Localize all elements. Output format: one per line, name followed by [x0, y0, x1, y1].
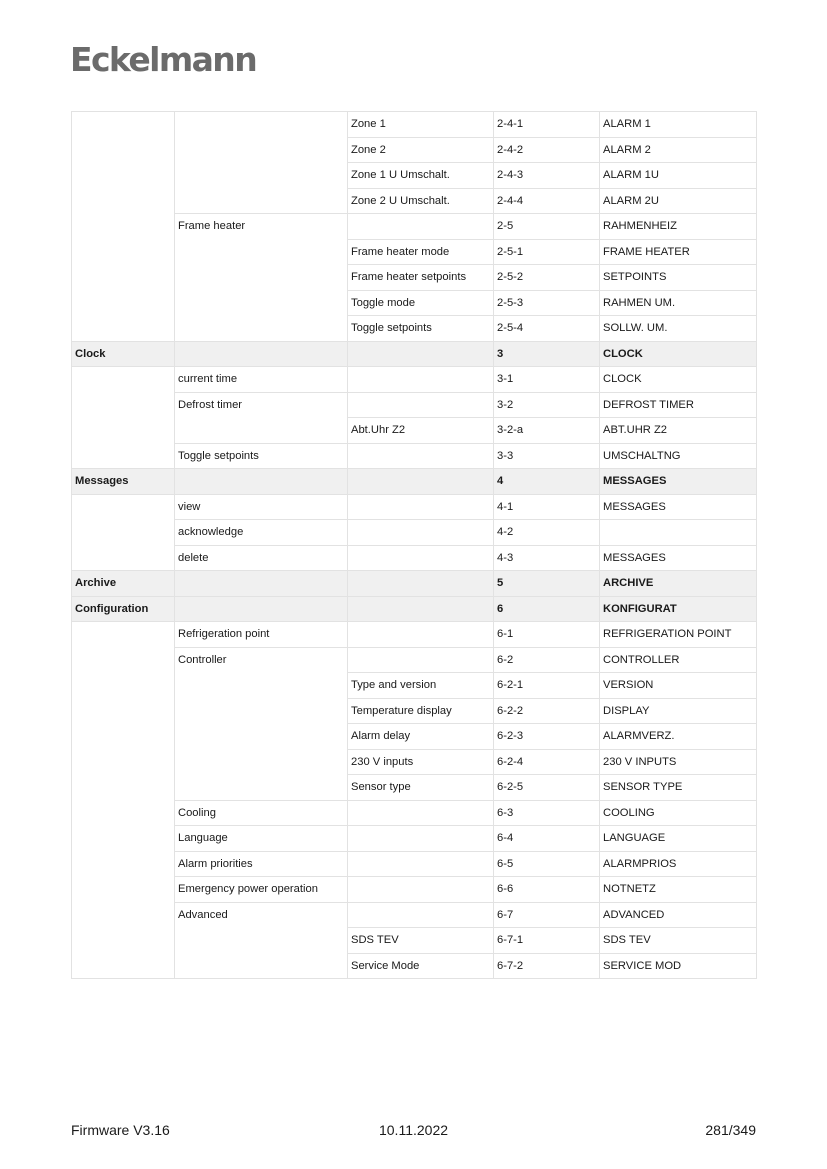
- cell-c3: [348, 622, 494, 648]
- cell-c2: Advanced: [175, 902, 348, 979]
- table-row: [72, 826, 757, 852]
- cell-c3: [348, 392, 494, 418]
- cell-code: 3-1: [494, 367, 600, 393]
- cell-display: DISPLAY: [600, 698, 757, 724]
- cell-code: 3-2: [494, 392, 600, 418]
- cell-code: 6-4: [494, 826, 600, 852]
- cell-code: 4-2: [494, 520, 600, 546]
- cell-display: REFRIGERATION POINT: [600, 622, 757, 648]
- cell-code: 6-2-5: [494, 775, 600, 801]
- cell-display: MESSAGES: [600, 494, 757, 520]
- cell-c3: [348, 647, 494, 673]
- cell-c2: Defrost timer: [175, 392, 348, 443]
- cell-code: 6-1: [494, 622, 600, 648]
- cell-code: 6-6: [494, 877, 600, 903]
- cell-display: [600, 520, 757, 546]
- cell-display: UMSCHALTNG: [600, 443, 757, 469]
- cell-c3: [348, 545, 494, 571]
- cell-display: SERVICE MOD: [600, 953, 757, 979]
- cell-display: RAHMEN UM.: [600, 290, 757, 316]
- cell-code: 6-3: [494, 800, 600, 826]
- cell-c1: Messages: [72, 469, 175, 495]
- table-row: [72, 545, 757, 571]
- table-row: [72, 622, 757, 648]
- cell-code: 6-7: [494, 902, 600, 928]
- cell-c3: Frame heater mode: [348, 239, 494, 265]
- cell-c3: [348, 877, 494, 903]
- cell-display: ALARMVERZ.: [600, 724, 757, 750]
- cell-code: 3-2-a: [494, 418, 600, 444]
- cell-c3: Service Mode: [348, 953, 494, 979]
- cell-c3: Zone 1: [348, 112, 494, 138]
- table-row: [72, 494, 757, 520]
- cell-c3: [348, 520, 494, 546]
- cell-code: 2-5-3: [494, 290, 600, 316]
- cell-display: CONTROLLER: [600, 647, 757, 673]
- footer-page-number: 281/349: [705, 1122, 756, 1138]
- menu-structure-table: [71, 111, 757, 979]
- cell-c3: SDS TEV: [348, 928, 494, 954]
- cell-display: COOLING: [600, 800, 757, 826]
- cell-c2: Refrigeration point: [175, 622, 348, 648]
- table-row: [72, 647, 757, 673]
- cell-code: 2-4-1: [494, 112, 600, 138]
- cell-c2: Frame heater: [175, 214, 348, 342]
- cell-c2: delete: [175, 545, 348, 571]
- cell-display: ABT.UHR Z2: [600, 418, 757, 444]
- cell-c3: [348, 367, 494, 393]
- cell-c1: [72, 112, 175, 342]
- cell-c3: Type and version: [348, 673, 494, 699]
- cell-display: NOTNETZ: [600, 877, 757, 903]
- cell-code: 6-5: [494, 851, 600, 877]
- cell-c2: Toggle setpoints: [175, 443, 348, 469]
- cell-code: 4: [494, 469, 600, 495]
- cell-display: ARCHIVE: [600, 571, 757, 597]
- cell-code: 2-4-4: [494, 188, 600, 214]
- cell-code: 6: [494, 596, 600, 622]
- cell-code: 2-4-2: [494, 137, 600, 163]
- cell-c3: Abt.Uhr Z2: [348, 418, 494, 444]
- cell-display: SENSOR TYPE: [600, 775, 757, 801]
- cell-c1: Configuration: [72, 596, 175, 622]
- cell-code: 2-5: [494, 214, 600, 240]
- cell-display: ADVANCED: [600, 902, 757, 928]
- table-row: [72, 851, 757, 877]
- cell-c2: [175, 596, 348, 622]
- cell-c3: [348, 596, 494, 622]
- cell-code: 6-7-2: [494, 953, 600, 979]
- cell-c2: Language: [175, 826, 348, 852]
- cell-c2: [175, 571, 348, 597]
- cell-display: DEFROST TIMER: [600, 392, 757, 418]
- cell-c1: Archive: [72, 571, 175, 597]
- cell-c2: view: [175, 494, 348, 520]
- cell-display: RAHMENHEIZ: [600, 214, 757, 240]
- cell-c1: [72, 367, 175, 469]
- cell-c3: Temperature display: [348, 698, 494, 724]
- cell-c3: Toggle mode: [348, 290, 494, 316]
- cell-code: 6-2-4: [494, 749, 600, 775]
- cell-c3: [348, 443, 494, 469]
- cell-c3: Zone 2 U Umschalt.: [348, 188, 494, 214]
- eckelmann-logo: Eckelmann: [70, 40, 257, 79]
- cell-display: MESSAGES: [600, 469, 757, 495]
- cell-code: 4-1: [494, 494, 600, 520]
- cell-c3: [348, 826, 494, 852]
- cell-c3: [348, 851, 494, 877]
- table-row: [72, 520, 757, 546]
- cell-code: 6-2: [494, 647, 600, 673]
- cell-c2: [175, 341, 348, 367]
- cell-c2: acknowledge: [175, 520, 348, 546]
- table-row: [72, 112, 757, 138]
- cell-display: KONFIGURAT: [600, 596, 757, 622]
- cell-c3: Zone 1 U Umschalt.: [348, 163, 494, 189]
- cell-code: 5: [494, 571, 600, 597]
- cell-c3: Zone 2: [348, 137, 494, 163]
- cell-code: 6-2-2: [494, 698, 600, 724]
- cell-c2: Emergency power operation: [175, 877, 348, 903]
- cell-c2: Controller: [175, 647, 348, 800]
- cell-c3: [348, 469, 494, 495]
- cell-display: SDS TEV: [600, 928, 757, 954]
- table-row: [72, 596, 757, 622]
- table-body: [72, 112, 757, 979]
- cell-code: 2-5-2: [494, 265, 600, 291]
- cell-code: 3: [494, 341, 600, 367]
- cell-c3: [348, 214, 494, 240]
- cell-c3: [348, 494, 494, 520]
- cell-display: ALARM 2: [600, 137, 757, 163]
- cell-c1: [72, 494, 175, 571]
- cell-c3: Sensor type: [348, 775, 494, 801]
- cell-c3: [348, 800, 494, 826]
- cell-c2: Cooling: [175, 800, 348, 826]
- table-row: [72, 443, 757, 469]
- cell-c2: [175, 469, 348, 495]
- cell-c1: [72, 622, 175, 979]
- table-row: [72, 214, 757, 240]
- table-row: [72, 877, 757, 903]
- table-row: [72, 469, 757, 495]
- cell-c3: Alarm delay: [348, 724, 494, 750]
- cell-code: 3-3: [494, 443, 600, 469]
- footer-firmware-version: Firmware V3.16: [71, 1122, 170, 1138]
- cell-display: ALARM 1U: [600, 163, 757, 189]
- cell-display: VERSION: [600, 673, 757, 699]
- cell-c2: current time: [175, 367, 348, 393]
- table-row: [72, 367, 757, 393]
- cell-display: LANGUAGE: [600, 826, 757, 852]
- table-row: [72, 392, 757, 418]
- cell-display: FRAME HEATER: [600, 239, 757, 265]
- cell-display: SETPOINTS: [600, 265, 757, 291]
- cell-display: SOLLW. UM.: [600, 316, 757, 342]
- cell-code: 6-7-1: [494, 928, 600, 954]
- cell-display: 230 V INPUTS: [600, 749, 757, 775]
- cell-code: 2-4-3: [494, 163, 600, 189]
- cell-display: CLOCK: [600, 367, 757, 393]
- cell-code: 6-2-3: [494, 724, 600, 750]
- table-row: [72, 341, 757, 367]
- cell-c1: Clock: [72, 341, 175, 367]
- table-row: [72, 902, 757, 928]
- cell-code: 2-5-1: [494, 239, 600, 265]
- cell-c2: [175, 112, 348, 214]
- cell-c3: 230 V inputs: [348, 749, 494, 775]
- cell-code: 2-5-4: [494, 316, 600, 342]
- cell-c3: [348, 341, 494, 367]
- table-row: [72, 571, 757, 597]
- cell-c3: [348, 902, 494, 928]
- table-row: [72, 800, 757, 826]
- cell-display: MESSAGES: [600, 545, 757, 571]
- cell-display: CLOCK: [600, 341, 757, 367]
- footer-date: 10.11.2022: [378, 1122, 449, 1138]
- cell-c3: Frame heater setpoints: [348, 265, 494, 291]
- cell-code: 4-3: [494, 545, 600, 571]
- cell-c3: Toggle setpoints: [348, 316, 494, 342]
- cell-c3: [348, 571, 494, 597]
- cell-display: ALARM 2U: [600, 188, 757, 214]
- cell-code: 6-2-1: [494, 673, 600, 699]
- cell-display: ALARM 1: [600, 112, 757, 138]
- cell-c2: Alarm priorities: [175, 851, 348, 877]
- cell-display: ALARMPRIOS: [600, 851, 757, 877]
